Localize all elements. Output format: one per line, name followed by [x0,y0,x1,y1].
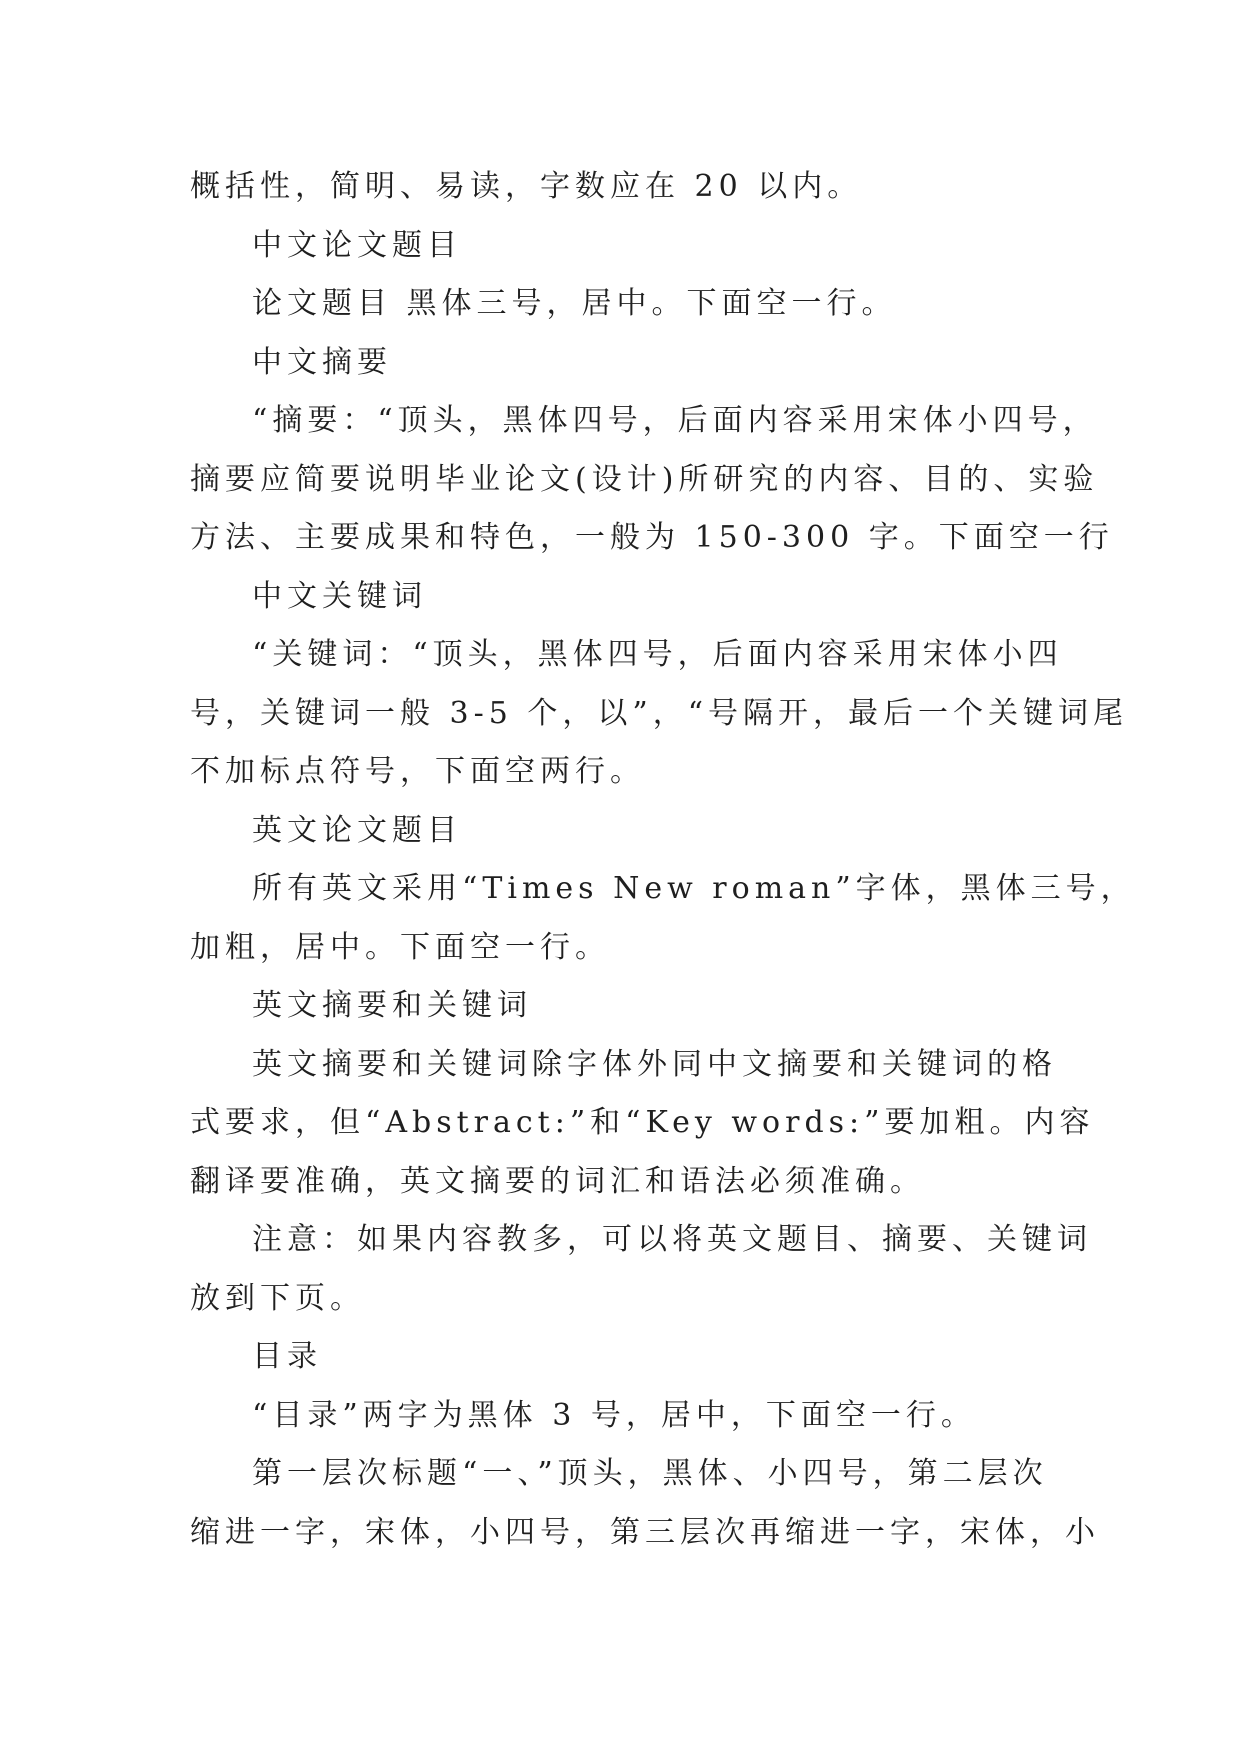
paragraph-line: “关键词：“顶头，黑体四号，后面内容采用宋体小四 [252,637,1063,672]
paragraph-line: 论文题目 黑体三号，居中。下面空一行。 [252,286,897,321]
paragraph-line: 式要求，但“Abstract:”和“Key words:”要加粗。内容 [190,1105,1095,1140]
paragraph-line: 摘要应简要说明毕业论文(设计)所研究的内容、目的、实验 [190,461,1099,497]
heading-table-of-contents: 目录 [252,1339,322,1374]
heading-english-abstract-keywords: 英文摘要和关键词 [252,988,532,1023]
paragraph-line: 不加标点符号，下面空两行。 [190,754,645,789]
paragraph-line: 所有英文采用“Times New roman”字体，黑体三号， [252,871,1136,906]
paragraph-line: 方法、主要成果和特色，一般为 150-300 字。下面空一行 [190,520,1114,555]
heading-chinese-title: 中文论文题目 [252,227,462,263]
paragraph-line: 放到下页。 [190,1280,365,1316]
heading-chinese-keywords: 中文关键词 [252,578,427,614]
paragraph-line: 翻译要准确，英文摘要的词汇和语法必须准确。 [190,1163,925,1199]
heading-chinese-abstract: 中文摘要 [252,344,392,380]
paragraph-line: 注意：如果内容教多，可以将英文题目、摘要、关键词 [252,1222,1092,1257]
paragraph-line: 缩进一字，宋体，小四号，第三层次再缩进一字，宋体，小 [190,1514,1100,1550]
heading-english-title: 英文论文题目 [252,812,462,848]
document-body [190,158,1136,1562]
paragraph-line: 概括性，简明、易读，字数应在 20 以内。 [190,169,863,204]
paragraph-line: 第一层次标题“一、”顶头，黑体、小四号，第二层次 [252,1456,1048,1491]
paragraph-line: “摘要：“顶头，黑体四号，后面内容采用宋体小四号， [252,403,1098,438]
paragraph-line: 英文摘要和关键词除字体外同中文摘要和关键词的格 [252,1046,1057,1082]
paragraph-line: 加粗，居中。下面空一行。 [190,929,610,965]
paragraph-line: “目录”两字为黑体 3 号，居中，下面空一行。 [252,1397,976,1433]
paragraph-line: 号，关键词一般 3-5 个，以”，“号隔开，最后一个关键词尾 [190,695,1129,731]
